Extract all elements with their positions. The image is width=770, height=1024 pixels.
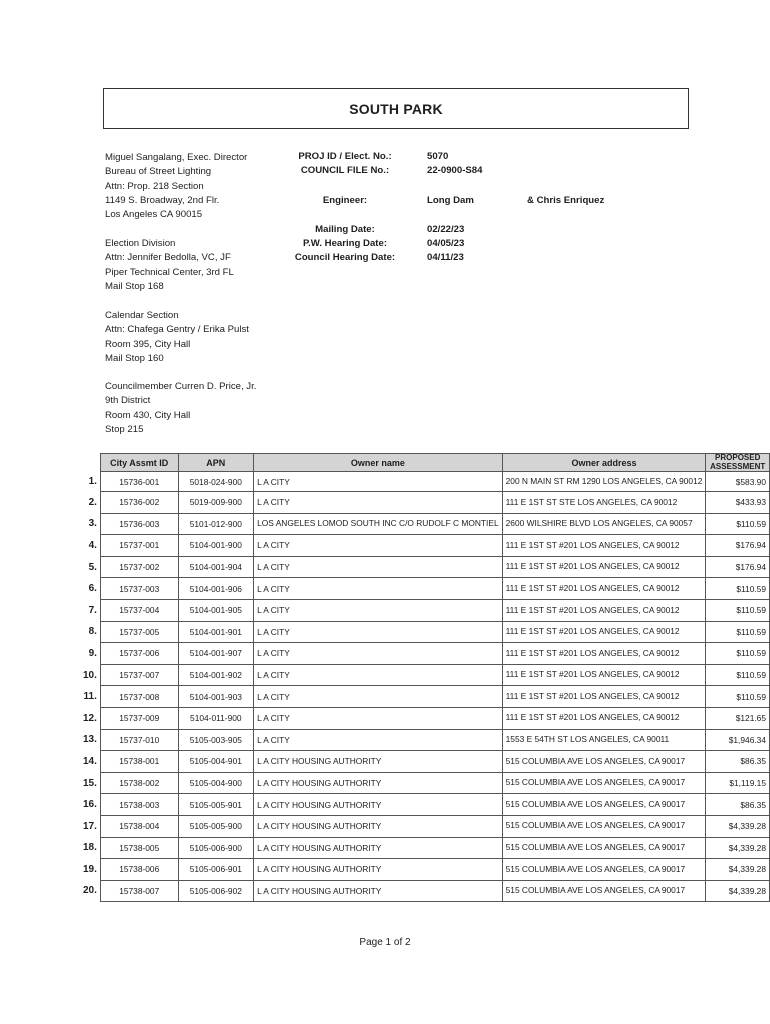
cell-proposed-assessment: $176.94 — [706, 556, 770, 578]
row-number: 10. — [83, 669, 97, 681]
cell-proposed-assessment: $1,119.15 — [706, 772, 770, 794]
cell-proposed-assessment: $583.90 — [706, 472, 770, 492]
row-number: 19. — [83, 863, 97, 875]
address-line: Bureau of Street Lighting — [105, 166, 212, 178]
cell-apn: 5104-001-906 — [178, 578, 254, 600]
cell-owner-address: 2600 WILSHIRE BLVD LOS ANGELES, CA 90057 — [502, 513, 706, 535]
row-number: 18. — [83, 842, 97, 854]
address-block-lighting — [105, 151, 247, 222]
cell-owner-name: L A CITY HOUSING AUTHORITY — [254, 880, 503, 902]
cell-owner-name: L A CITY — [254, 492, 503, 514]
cell-city-assmt-id: 15737-007 — [100, 664, 178, 686]
cell-city-assmt-id: 15737-005 — [100, 621, 178, 643]
cell-apn: 5104-001-907 — [178, 643, 254, 665]
cell-proposed-assessment: $110.59 — [706, 686, 770, 708]
table-row — [80, 535, 770, 557]
table-row — [80, 859, 770, 881]
cell-proposed-assessment: $110.59 — [706, 599, 770, 621]
engineer-value-2: & Chris Enriquez — [527, 195, 605, 206]
header-city-assmt-id: City Assmt ID — [100, 454, 178, 472]
address-line: 1149 S. Broadway, 2nd Flr. — [105, 194, 220, 206]
cell-proposed-assessment: $4,339.28 — [706, 837, 770, 859]
table-row — [80, 643, 770, 665]
row-number: 5. — [88, 561, 97, 573]
cell-owner-name: L A CITY HOUSING AUTHORITY — [254, 837, 503, 859]
cell-city-assmt-id: 15737-004 — [100, 599, 178, 621]
row-number: 3. — [88, 518, 97, 530]
cell-city-assmt-id: 15737-010 — [100, 729, 178, 751]
cell-owner-address: 111 E 1ST ST #201 LOS ANGELES, CA 90012 — [502, 599, 706, 621]
cell-owner-name: L A CITY HOUSING AUTHORITY — [254, 815, 503, 837]
table-row — [80, 556, 770, 578]
cell-owner-name: L A CITY — [254, 621, 503, 643]
table-row — [80, 472, 770, 492]
address-line: Room 430, City Hall — [105, 409, 191, 421]
row-number: 7. — [88, 604, 97, 616]
cell-owner-address: 111 E 1ST ST #201 LOS ANGELES, CA 90012 — [502, 664, 706, 686]
cell-owner-address: 111 E 1ST ST #201 LOS ANGELES, CA 90012 — [502, 621, 706, 643]
cell-owner-address: 515 COLUMBIA AVE LOS ANGELES, CA 90017 — [502, 772, 706, 794]
cell-owner-name: L A CITY — [254, 664, 503, 686]
table-row — [80, 578, 770, 600]
table-row — [80, 837, 770, 859]
address-line: Piper Technical Center, 3rd FL — [105, 266, 234, 278]
cell-city-assmt-id: 15736-001 — [100, 472, 178, 492]
cell-owner-name: L A CITY — [254, 535, 503, 557]
row-number: 14. — [83, 755, 97, 767]
cell-owner-address: 515 COLUMBIA AVE LOS ANGELES, CA 90017 — [502, 880, 706, 902]
cell-city-assmt-id: 15738-004 — [100, 815, 178, 837]
cell-apn: 5105-005-900 — [178, 815, 254, 837]
cell-proposed-assessment: $1,946.34 — [706, 729, 770, 751]
cell-owner-address: 200 N MAIN ST RM 1290 LOS ANGELES, CA 90012 — [502, 472, 706, 492]
cell-city-assmt-id: 15736-003 — [100, 513, 178, 535]
cell-proposed-assessment: $4,339.28 — [706, 815, 770, 837]
cell-proposed-assessment: $4,339.28 — [706, 880, 770, 902]
mailing-date-value: 02/22/23 — [427, 224, 465, 235]
cell-city-assmt-id: 15738-005 — [100, 837, 178, 859]
row-number: 15. — [83, 777, 97, 789]
cell-owner-address: 515 COLUMBIA AVE LOS ANGELES, CA 90017 — [502, 751, 706, 773]
cell-proposed-assessment: $121.65 — [706, 707, 770, 729]
engineer-label: Engineer: — [322, 195, 368, 206]
cell-owner-name: L A CITY — [254, 729, 503, 751]
address-block-calendar — [105, 309, 249, 366]
council-hearing-date-label: Council Hearing Date: — [294, 252, 396, 263]
cell-owner-address: 515 COLUMBIA AVE LOS ANGELES, CA 90017 — [502, 837, 706, 859]
cell-proposed-assessment: $433.93 — [706, 492, 770, 514]
cell-city-assmt-id: 15736-002 — [100, 492, 178, 514]
cell-city-assmt-id: 15737-001 — [100, 535, 178, 557]
table-row — [80, 686, 770, 708]
table-body — [80, 472, 770, 902]
cell-apn: 5104-011-900 — [178, 707, 254, 729]
cell-owner-name: L A CITY — [254, 578, 503, 600]
row-number: 16. — [83, 799, 97, 811]
cell-proposed-assessment: $86.35 — [706, 751, 770, 773]
table-row — [80, 492, 770, 514]
cell-apn: 5104-001-902 — [178, 664, 254, 686]
cell-city-assmt-id: 15738-007 — [100, 880, 178, 902]
table-row — [80, 707, 770, 729]
row-number: 12. — [83, 712, 97, 724]
address-block-election — [105, 237, 234, 294]
cell-owner-address: 111 E 1ST ST #201 LOS ANGELES, CA 90012 — [502, 535, 706, 557]
address-line: Attn: Prop. 218 Section — [105, 180, 204, 192]
cell-proposed-assessment: $110.59 — [706, 513, 770, 535]
cell-apn: 5105-005-901 — [178, 794, 254, 816]
table-header-row — [80, 454, 770, 472]
cell-apn: 5104-001-901 — [178, 621, 254, 643]
header-owner-name: Owner name — [254, 454, 503, 472]
address-line: Miguel Sangalang, Exec. Director — [105, 152, 248, 163]
council-file-value: 22-0900-S84 — [427, 165, 483, 176]
address-line: Calendar Section — [105, 310, 179, 321]
address-line: Attn: Jennifer Bedolla, VC, JF — [105, 252, 231, 264]
cell-owner-name: L A CITY HOUSING AUTHORITY — [254, 772, 503, 794]
cell-city-assmt-id: 15737-009 — [100, 707, 178, 729]
cell-owner-name: L A CITY — [254, 599, 503, 621]
engineer-value: Long Dam — [427, 195, 474, 206]
cell-apn: 5105-003-905 — [178, 729, 254, 751]
cell-owner-name: LOS ANGELES LOMOD SOUTH INC C/O RUDOLF C MONTIEL — [254, 513, 503, 535]
row-number: 1. — [88, 476, 97, 487]
row-number: 6. — [88, 583, 97, 595]
cell-owner-address: 111 E 1ST ST #201 LOS ANGELES, CA 90012 — [502, 643, 706, 665]
cell-proposed-assessment: $176.94 — [706, 535, 770, 557]
title-box — [103, 88, 689, 129]
cell-owner-name: L A CITY — [254, 556, 503, 578]
address-line: Councilmember Curren D. Price, Jr. — [105, 381, 257, 392]
row-number: 4. — [88, 539, 97, 551]
page-title: SOUTH PARK — [349, 100, 443, 117]
cell-owner-address: 111 E 1ST ST STE LOS ANGELES, CA 90012 — [502, 492, 706, 514]
address-line: 9th District — [105, 395, 151, 407]
cell-proposed-assessment: $86.35 — [706, 794, 770, 816]
cell-apn: 5019-009-900 — [178, 492, 254, 514]
header-apn: APN — [178, 454, 254, 472]
page-footer: Page 1 of 2 — [359, 937, 411, 948]
assessment-table — [80, 453, 770, 902]
address-line: Mail Stop 168 — [105, 280, 164, 292]
cell-owner-address: 111 E 1ST ST #201 LOS ANGELES, CA 90012 — [502, 707, 706, 729]
cell-proposed-assessment: $110.59 — [706, 664, 770, 686]
cell-owner-address: 111 E 1ST ST #201 LOS ANGELES, CA 90012 — [502, 686, 706, 708]
cell-apn: 5105-004-901 — [178, 751, 254, 773]
row-number: 17. — [83, 820, 97, 832]
proj-id-label: PROJ ID / Elect. No.: — [298, 151, 392, 162]
cell-owner-address: 111 E 1ST ST #201 LOS ANGELES, CA 90012 — [502, 556, 706, 578]
pw-hearing-date-value: 04/05/23 — [427, 238, 465, 249]
cell-proposed-assessment: $110.59 — [706, 578, 770, 600]
table-row — [80, 513, 770, 535]
row-number: 8. — [88, 626, 97, 638]
cell-owner-address: 515 COLUMBIA AVE LOS ANGELES, CA 90017 — [502, 794, 706, 816]
cell-apn: 5104-001-900 — [178, 535, 254, 557]
cell-owner-address: 515 COLUMBIA AVE LOS ANGELES, CA 90017 — [502, 859, 706, 881]
cell-apn: 5101-012-900 — [178, 513, 254, 535]
cell-city-assmt-id: 15737-002 — [100, 556, 178, 578]
table-row — [80, 729, 770, 751]
cell-city-assmt-id: 15738-006 — [100, 859, 178, 881]
address-block-councilmember — [105, 380, 256, 437]
cell-proposed-assessment: $110.59 — [706, 643, 770, 665]
row-number: 2. — [88, 496, 97, 508]
address-line: Election Division — [105, 238, 176, 249]
table-row — [80, 751, 770, 773]
mailing-date-label: Mailing Date: — [315, 224, 375, 235]
cell-owner-name: L A CITY — [254, 707, 503, 729]
header-corner — [80, 454, 100, 472]
cell-owner-address: 515 COLUMBIA AVE LOS ANGELES, CA 90017 — [502, 815, 706, 837]
cell-city-assmt-id: 15737-006 — [100, 643, 178, 665]
table-row — [80, 664, 770, 686]
cell-proposed-assessment: $110.59 — [706, 621, 770, 643]
address-line: Los Angeles CA 90015 — [105, 209, 203, 221]
table-row — [80, 772, 770, 794]
row-number: 13. — [83, 734, 97, 746]
cell-proposed-assessment: $4,339.28 — [706, 859, 770, 881]
cell-owner-name: L A CITY HOUSING AUTHORITY — [254, 794, 503, 816]
cell-owner-address: 1553 E 54TH ST LOS ANGELES, CA 90011 — [502, 729, 706, 751]
header-proposed-assessment: PROPOSED ASSESSMENT — [706, 454, 770, 472]
cell-apn: 5105-006-901 — [178, 859, 254, 881]
table-row — [80, 815, 770, 837]
address-line: Attn: Chafega Gentry / Erika Pulst — [105, 324, 249, 336]
row-number: 11. — [83, 691, 97, 703]
address-line: Stop 215 — [105, 423, 144, 435]
council-hearing-date-value: 04/11/23 — [427, 252, 464, 263]
table-row — [80, 794, 770, 816]
cell-apn: 5104-001-905 — [178, 599, 254, 621]
cell-apn: 5105-006-900 — [178, 837, 254, 859]
cell-owner-name: L A CITY — [254, 686, 503, 708]
cell-city-assmt-id: 15737-003 — [100, 578, 178, 600]
address-line: Room 395, City Hall — [105, 338, 191, 350]
table-row — [80, 880, 770, 902]
cell-apn: 5105-004-900 — [178, 772, 254, 794]
cell-apn: 5104-001-903 — [178, 686, 254, 708]
cell-owner-name: L A CITY HOUSING AUTHORITY — [254, 859, 503, 881]
cell-city-assmt-id: 15738-003 — [100, 794, 178, 816]
cell-city-assmt-id: 15738-002 — [100, 772, 178, 794]
table-row — [80, 599, 770, 621]
pw-hearing-date-label: P.W. Hearing Date: — [302, 238, 388, 249]
cell-owner-address: 111 E 1ST ST #201 LOS ANGELES, CA 90012 — [502, 578, 706, 600]
row-number: 9. — [88, 647, 97, 659]
address-line: Mail Stop 160 — [105, 352, 164, 364]
cell-apn: 5018-024-900 — [178, 472, 254, 492]
proj-id-value: 5070 — [427, 151, 449, 162]
cell-city-assmt-id: 15738-001 — [100, 751, 178, 773]
cell-apn: 5104-001-904 — [178, 556, 254, 578]
header-owner-address: Owner address — [502, 454, 706, 472]
cell-city-assmt-id: 15737-008 — [100, 686, 178, 708]
council-file-label: COUNCIL FILE No.: — [300, 165, 390, 176]
cell-owner-name: L A CITY — [254, 472, 503, 492]
cell-owner-name: L A CITY — [254, 643, 503, 665]
table-row — [80, 621, 770, 643]
cell-apn: 5105-006-902 — [178, 880, 254, 902]
row-number: 20. — [83, 885, 97, 897]
cell-owner-name: L A CITY HOUSING AUTHORITY — [254, 751, 503, 773]
